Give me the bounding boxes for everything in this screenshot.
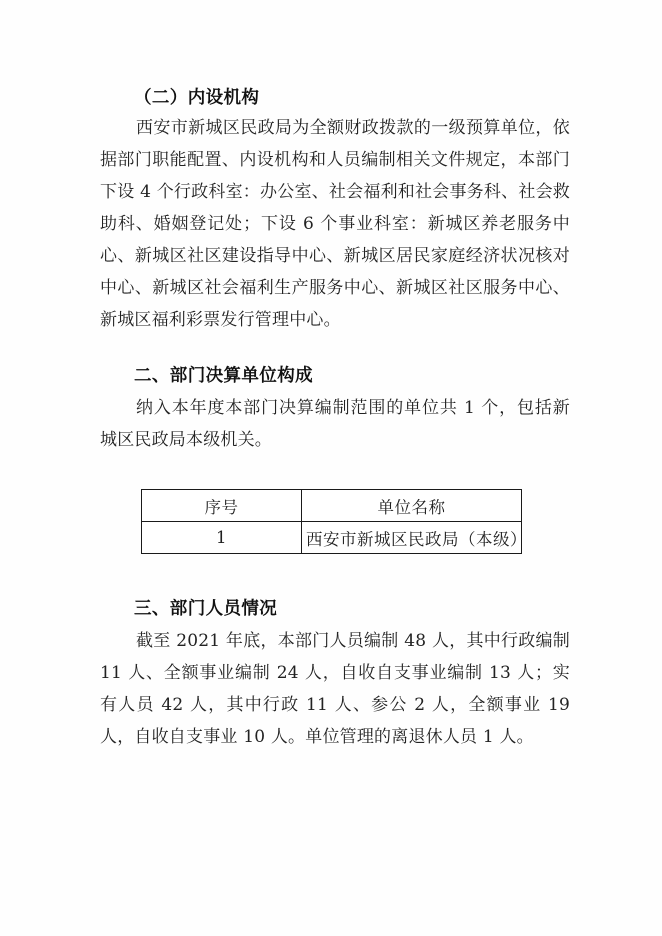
paragraph-personnel <box>100 625 570 753</box>
heading-text: 二、部门决算单位构成 <box>134 366 313 386</box>
paragraph-text: 纳入本年度本部门决算编制范围的单位共 1 个，包括新城区民政局本级机关。 <box>100 398 570 450</box>
heading-text: （二）内设机构 <box>134 88 260 108</box>
paragraph-internal-organizations <box>100 112 570 336</box>
document-content <box>100 0 570 936</box>
section-heading-unit-composition <box>100 360 570 392</box>
paragraph-text: 西安市新城区民政局为全额财政拨款的一级预算单位，依据部门职能配置、内设机构和人员编制相关文件规定，本部门下设 4 个行政科室：办公室、社会福利和社会事务科、社会救助科、婚姻登记处；下设 6 个事业科室：新城区养老服务中心、新城区社区建设指导中心、新城区居民家庭经济状况核对中心、新城区社会福利生产服务中心、新城区社区服务中心、新城区福利彩票发行管理中心。 <box>100 118 570 330</box>
table-row <box>142 522 522 554</box>
table-header-no: 序号 <box>142 490 302 522</box>
unit-table <box>141 489 527 554</box>
unit-table-wrapper <box>141 489 527 554</box>
heading-text: 三、部门人员情况 <box>134 599 278 619</box>
section-heading-internal-organizations <box>100 82 570 114</box>
section-heading-personnel <box>100 593 570 625</box>
table-header-unit-name: 单位名称 <box>302 490 522 522</box>
paragraph-unit-composition <box>100 392 570 456</box>
table-cell-unit-name: 西安市新城区民政局（本级） <box>302 522 522 554</box>
table-cell-no: 1 <box>142 522 302 554</box>
table-header-row <box>142 490 522 522</box>
paragraph-text: 截至 2021 年底，本部门人员编制 48 人，其中行政编制 11 人、全额事业编制 24 人，自收自支事业编制 13 人；实有人员 42 人，其中行政 11 人、参公 2 人，全额事业 19 人，自收自支事业 10 人。单位管理的离退休人员 1 人。 <box>100 631 570 747</box>
